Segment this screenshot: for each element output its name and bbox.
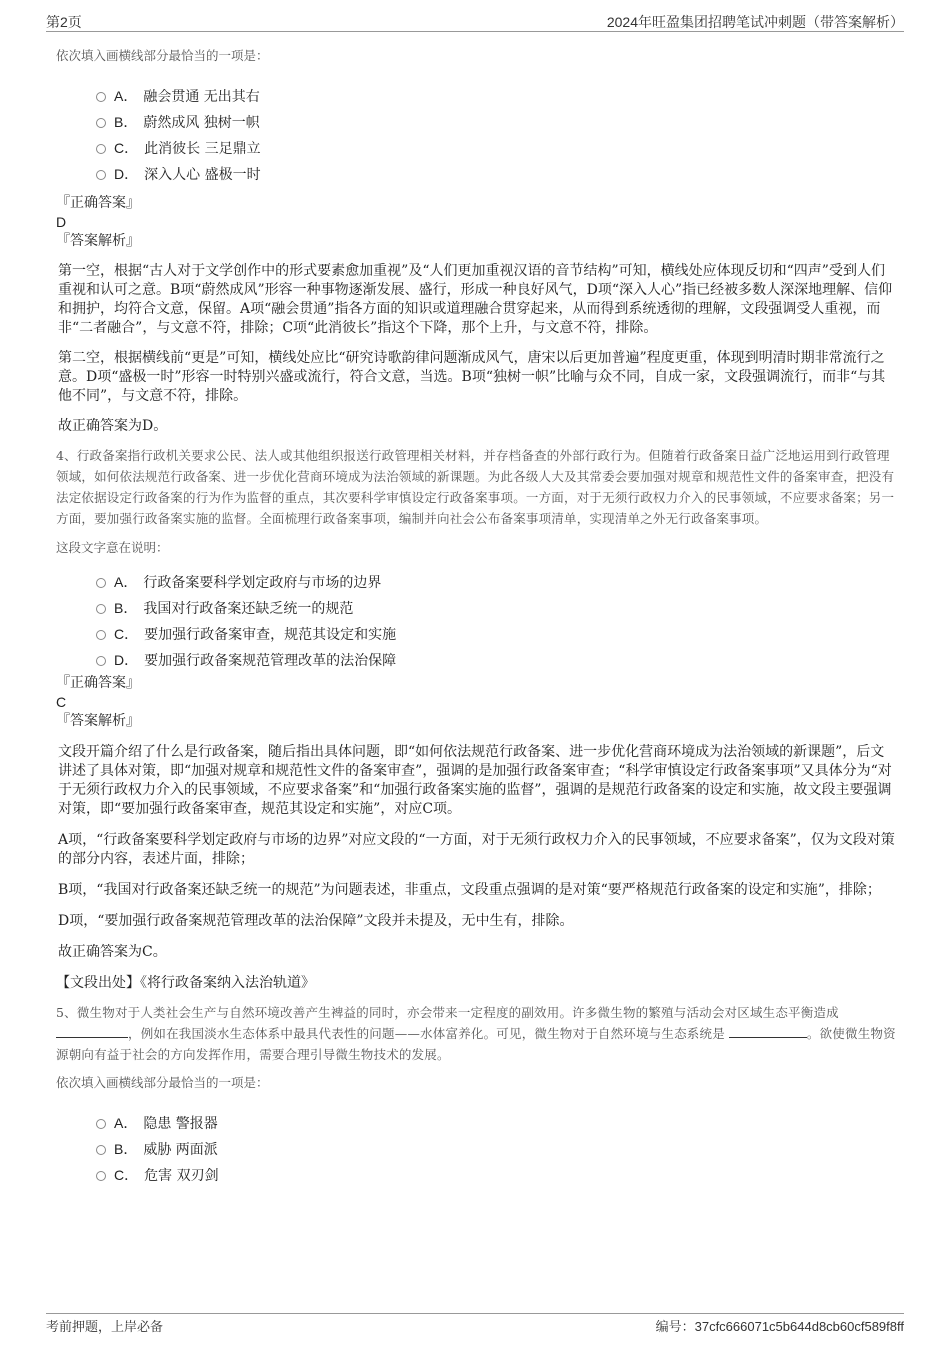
q3-conclusion: 故正确答案为D。 [58,418,168,434]
source-label: 【文段出处】 [56,975,140,991]
radio-icon[interactable] [96,92,106,102]
q3-analysis-paragraph: 第一空，根据“古人对于文学创作中的形式要素愈加重视”及“人们更加重视汉语的音节结构”可知，横线处应体现反切和“四声”受到人们重视和认可之意。B项“蔚然成风”形容一种事物逐渐发展、盛行，形成一种良好风气，D项“深入人心”指已经被多数人深深地理解、信仰和拥护，均符合文意，保留。A项“融会贯通”指各方面的知识或道理融合贯穿起来，从而得到系统透彻的理解，文段强调受人重视，而非“二者融合”，与文意不符，排除；C项“此消彼长”指这个下降，那个上升，与文意不符，排除。 [58,263,893,336]
q4-answer: C [56,694,67,710]
q4-text: 4、行政备案指行政机关要求公民、法人或其他组织报送行政管理相关材料，并存档备查的外部行政行为。但随着行政备案日益广泛地运用到行政管理领域，如何依法规范行政备案、进一步优化营商环境成为法治领域的新课题。为此各级人大及其常委会要加强对规章和规范性文件的备案审查，把没有法定依据设定行政备案的行为作为监督的重点，其次要科学审慎设定行政备案事项。一方面，对于无须行政权力介入的民事领域，不应要求备案；另一方面，要加强行政备案实施的监督。全面梳理行政备案事项，编制并向社会公布备案事项清单，实现清单之外无行政备案事项。 [56,448,895,526]
q5-option-b[interactable]: B． 威胁 两面派 [96,1136,896,1162]
radio-icon[interactable] [96,1145,106,1155]
footer-slogan: 考前押题，上岸必备 [46,1320,164,1335]
q4-option-a[interactable]: A． 行政备案要科学划定政府与市场的边界 [96,569,896,595]
q3-prompt: 依次填入画横线部分最恰当的一项是： [56,48,269,63]
radio-icon[interactable] [96,1119,106,1129]
document-code: 编号：37cfc666071c5b644d8cb60cf589f8ff [655,1319,904,1334]
q4-option-b[interactable]: B． 我国对行政备案还缺乏统一的规范 [96,595,896,621]
blank-line [729,1024,807,1038]
document-body [56,40,896,1188]
q5-options [96,1110,896,1188]
q4-prompt: 这段文字意在说明： [56,540,169,555]
q3-options [96,83,896,187]
radio-icon[interactable] [96,578,106,588]
q4-options [96,569,896,673]
q4-source [56,974,896,993]
q4-option-d[interactable]: D． 要加强行政备案规范管理改革的法治保障 [96,647,896,673]
q4-analysis-label: 『答案解析』 [56,713,140,729]
page-header [46,12,904,32]
q3-analysis-label: 『答案解析』 [56,233,140,249]
q3-option-c[interactable]: C． 此消彼长 三足鼎立 [96,135,896,161]
radio-icon[interactable] [96,118,106,128]
page-footer [46,1313,904,1335]
radio-icon[interactable] [96,604,106,614]
radio-icon[interactable] [96,170,106,180]
document-title: 2024年旺盈集团招聘笔试冲刺题（带答案解析） [606,14,904,30]
q4-analysis-paragraph: A项，“行政备案要科学划定政府与市场的边界”对应文段的“一方面，对于无须行政权力介入的民事领域，不应要求备案”，仅为文段对策的部分内容，表述片面，排除； [58,832,895,867]
q3-answer-label: 『正确答案』 [56,195,140,211]
q4-analysis-paragraph: D项，“要加强行政备案规范管理改革的法治保障”文段并未提及，无中生有，排除。 [58,913,574,929]
q4-analysis-paragraph: 文段开篇介绍了什么是行政备案，随后指出具体问题，即“如何依法规范行政备案、进一步优化营商环境成为法治领域的新课题”，后文讲述了具体对策，即“加强对规章和规范性文件的备案审查”，强调的是加强行政备案审查；“科学审慎设定行政备案事项”又具体分为“对于无须行政权力介入的民事领域，不应要求备案”和“加强行政备案实施的监督”，强调的是规范行政备案的设定和实施，故文段主要强调对策，即“要加强行政备案审查，规范其设定和实施”，对应C项。 [58,744,892,817]
q4-analysis-paragraph: B项，“我国对行政备案还缺乏统一的规范”为问题表述，非重点，文段重点强调的是对策“要严格规范行政备案的设定和实施”，排除； [58,882,881,898]
q5-option-a[interactable]: A． 隐患 警报器 [96,1110,896,1136]
radio-icon[interactable] [96,1171,106,1181]
q3-answer: D [56,214,67,230]
q4-option-c[interactable]: C． 要加强行政备案审查，规范其设定和实施 [96,621,896,647]
radio-icon[interactable] [96,144,106,154]
radio-icon[interactable] [96,630,106,640]
q3-option-d[interactable]: D． 深入人心 盛极一时 [96,161,896,187]
q5-option-c[interactable]: C． 危害 双刃剑 [96,1162,896,1188]
q5-prompt: 依次填入画横线部分最恰当的一项是： [56,1075,269,1090]
radio-icon[interactable] [96,656,106,666]
page-number: 第2页 [46,14,82,30]
q5-text: 5、微生物对于人类社会生产与自然环境改善产生裨益的同时，亦会带来一定程度的副效用。许多微生物的繁殖与活动会对区域生态平衡造成，例如在我国淡水生态体系中最具代表性的问题——水体富养化。可见，微生物对于自然环境与生态系统是 。欲使微生物资源朝向有益于社会的方向发挥作用，需要合理引导微生物技术的发展。 [56,1005,896,1062]
source-title: 《将行政备案纳入法治轨道》 [140,975,315,991]
q4-answer-label: 『正确答案』 [56,675,140,691]
q3-option-a[interactable]: A． 融会贯通 无出其右 [96,83,896,109]
blank-line [56,1024,128,1038]
q3-option-b[interactable]: B． 蔚然成风 独树一帜 [96,109,896,135]
q3-analysis-paragraph: 第二空，根据横线前“更是”可知，横线处应比“研究诗歌韵律问题渐成风气，唐宋以后更加普遍”程度更重，体现到明清时期非常流行之意。D项“盛极一时”形容一时特别兴盛或流行，符合文意，当选。B项“独树一帜”比喻与众不同，自成一家，文段强调流行，而非“与其他不同”，与文意不符，排除。 [58,350,886,404]
q4-conclusion: 故正确答案为C。 [58,944,167,960]
